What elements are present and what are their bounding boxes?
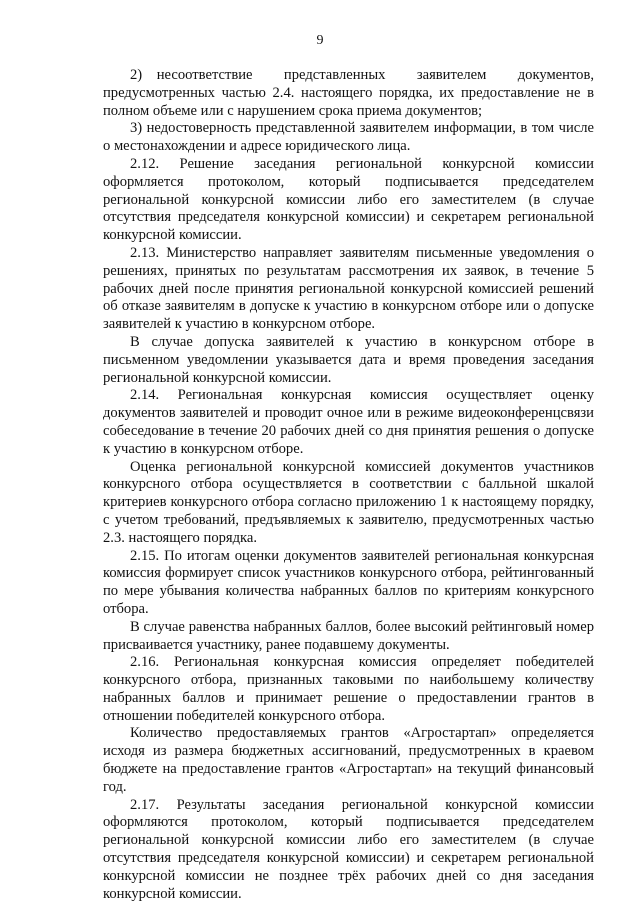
paragraph-item-2: 2) несоответствие представленных заявителем документов, предусмотренных частью 2.4. настоящего порядка, их предоставление не в полном объеме или с нарушением срока приема документов; xyxy=(103,67,594,119)
paragraph-2-16: 2.16. Региональная конкурсная комиссия определяет победителей конкурсного отбора, признанных таковыми по наибольшему количеству набранных баллов и принимает решение о предоставлении грантов в отношении победителей конкурсного отбора. xyxy=(103,654,594,724)
paragraph-2-13: 2.13. Министерство направляет заявителям письменные уведомления о решениях, принятых по результатам рассмотрения их заявок, в течение 5 рабочих дней после принятия региональной конкурсной комиссией решений об отказе заявителям в допуске к участию в конкурсном отборе или о допуске заявителей к участию в конкурсном отборе. xyxy=(103,244,594,333)
paragraph-2-17: 2.17. Результаты заседания региональной конкурсной комиссии оформляются протоколом, который подписывается председателем региональной конкурсной комиссии либо его заместителем (в случае отсутствия председателя конкурсной комиссии) и секретарем региональной конкурсной комиссии не позднее трёх рабочих дней со дня заседания конкурсной комиссии. xyxy=(103,796,594,902)
paragraph-2-15: 2.15. По итогам оценки документов заявителей региональная конкурсная комиссия формирует список участников конкурсного отбора, рейтингованный по мере убывания количества набранных баллов по критериям конкурсного отбора. xyxy=(103,547,594,617)
paragraph-2-14-evaluation: Оценка региональной конкурсной комиссией документов участников конкурсного отбора осуществляется в соответствии с балльной шкалой критериев конкурсного отбора согласно приложению 1 к настоящему порядку, с учетом требований, предъявляемых к заявителю, предусмотренных частью 2.3. настоящего порядка. xyxy=(103,458,594,546)
paragraph-item-3: 3) недостоверность представленной заявителем информации, в том числе о местонахождении и адресе юридического лица. xyxy=(103,120,594,155)
paragraph-2-16-grants: Количество предоставляемых грантов «Агростартап» определяется исходя из размера бюджетных ассигнований, предусмотренных в краевом бюджете на предоставление грантов «Агростартап» на текущий финансовый год. xyxy=(103,725,594,795)
paragraph-2-15-tie: В случае равенства набранных баллов, более высокий рейтинговый номер присваивается участнику, ранее подавшему документы. xyxy=(103,618,594,653)
document-body xyxy=(103,67,594,903)
paragraph-2-13-notice: В случае допуска заявителей к участию в конкурсном отборе в письменном уведомлении указывается дата и время проведения заседания региональной конкурсной комиссии. xyxy=(103,333,594,386)
paragraph-2-14: 2.14. Региональная конкурсная комиссия осуществляет оценку документов заявителей и проводит очное или в режиме видеоконференцсвязи собеседование в течение 20 рабочих дней со дня принятия решения о допуске к участию в конкурсном отборе. xyxy=(103,387,594,457)
page-number: 9 xyxy=(316,33,324,48)
paragraph-2-12: 2.12. Решение заседания региональной конкурсной комиссии оформляется протоколом, который подписывается председателем региональной конкурсной комиссии либо его заместителем (в случае отсутствия председателя конкурсной комиссии) и секретарем региональной конкурсной комиссии. xyxy=(103,155,594,244)
